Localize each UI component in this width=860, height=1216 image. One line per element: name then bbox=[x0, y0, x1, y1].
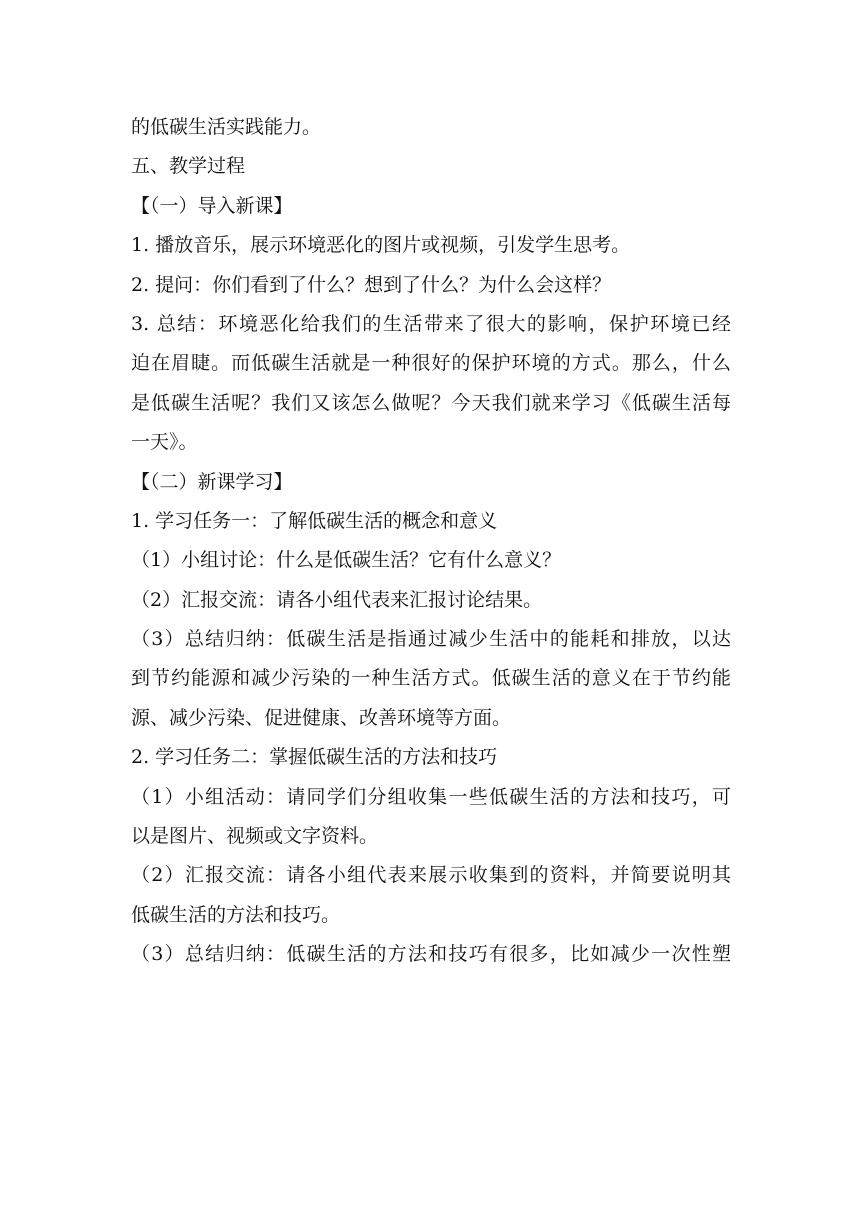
text-line: （2）汇报交流：请各小组代表来汇报讨论结果。 bbox=[131, 588, 543, 611]
text-line: （2）汇报交流：请各小组代表来展示收集到的资料，并简要说明其 bbox=[131, 864, 731, 887]
text-line: 2. 提问：你们看到了什么？想到了什么？为什么会这样？ bbox=[131, 273, 612, 296]
document-body bbox=[131, 108, 731, 975]
text-line: 到节约能源和减少污染的一种生活方式。低碳生活的意义在于节约能 bbox=[131, 667, 731, 690]
text-line: 一天》。 bbox=[131, 431, 198, 454]
text-line: 是低碳生活呢？我们又该怎么做呢？今天我们就来学习《低碳生活每 bbox=[131, 391, 731, 414]
text-line: 3. 总结：环境恶化给我们的生活带来了很大的影响，保护环境已经 bbox=[131, 312, 731, 335]
text-line: 低碳生活的方法和技巧。 bbox=[131, 903, 341, 926]
section-heading: 五、教学过程 bbox=[131, 155, 246, 178]
text-line: （3）总结归纳：低碳生活的方法和技巧有很多，比如减少一次性塑 bbox=[131, 943, 731, 966]
text-line: 1. 播放音乐，展示环境恶化的图片或视频，引发学生思考。 bbox=[131, 234, 631, 257]
subsection-heading: 【（二）新课学习】 bbox=[131, 470, 293, 493]
text-line: 迫在眉睫。而低碳生活就是一种很好的保护环境的方式。那么，什么 bbox=[131, 352, 731, 375]
text-line: 的低碳生活实践能力。 bbox=[131, 116, 322, 138]
text-line: 源、减少污染、促进健康、改善环境等方面。 bbox=[131, 706, 512, 729]
text-line: 2. 学习任务二：掌握低碳生活的方法和技巧 bbox=[131, 746, 498, 769]
text-line: 1. 学习任务一：了解低碳生活的概念和意义 bbox=[131, 509, 498, 532]
text-line: （3）总结归纳：低碳生活是指通过减少生活中的能耗和排放，以达 bbox=[131, 628, 731, 651]
subsection-heading: 【（一）导入新课】 bbox=[131, 194, 293, 217]
text-line: 以是图片、视频或文字资料。 bbox=[131, 825, 379, 848]
text-line: （1）小组讨论：什么是低碳生活？它有什么意义？ bbox=[131, 549, 562, 572]
text-line: （1）小组活动：请同学们分组收集一些低碳生活的方法和技巧，可 bbox=[131, 785, 731, 808]
